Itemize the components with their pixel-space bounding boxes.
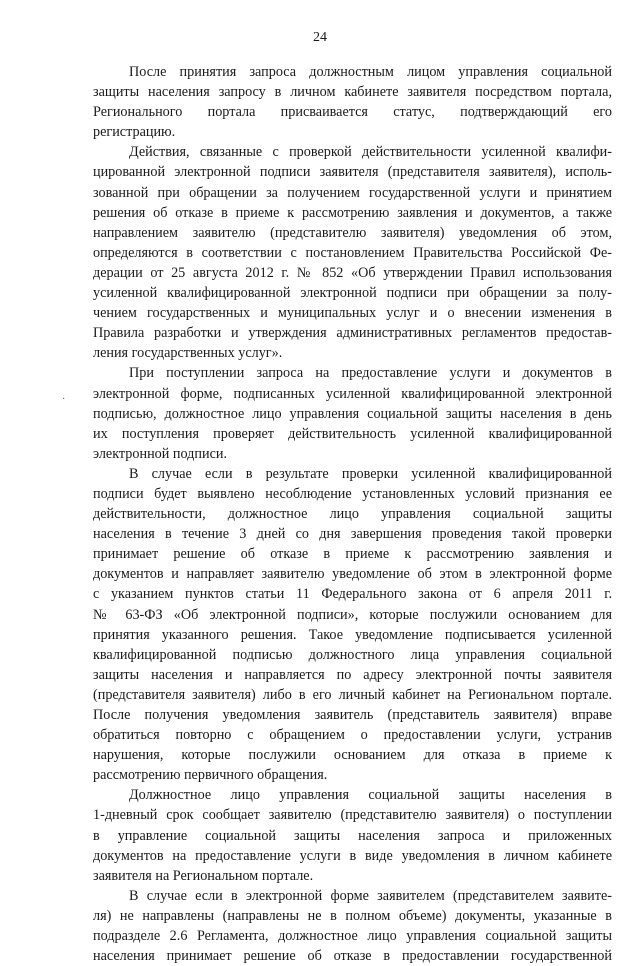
text-line: населения принимает решение об отказе в предоставлении государственной [93,948,612,965]
text-line: дерации от 25 августа 2012 г. № 852 «Об утверждении Правил использования [93,264,612,281]
paragraph-receipt-notification [93,785,612,885]
text-line: В случае если в результате проверки усиленной квалифицированной [129,465,612,482]
text-line: решения об отказе в приеме к рассмотрению заявления и документов, а также [93,204,612,221]
text-line: После принятия запроса должностным лицом управления социальной [129,64,612,80]
text-line: защиты населения и направляется по адресу электронной почты заявителя [93,666,612,683]
paragraph-signature-verification [93,142,612,363]
text-line: обратиться повторно с обращением о предоставлении услуги, устранив [93,727,612,744]
text-line: электронной форме, подписанных усиленной квалифицированной электронной [93,385,612,402]
paragraph-portal-status [93,62,612,142]
text-line: документов на предоставление услуги в виде уведомления в личном кабинете [93,847,612,864]
text-line: Правила разработки и утверждения административных регламентов предостав- [93,325,612,342]
text-line: подписью, должностное лицо управления социальной защиты населения в день [93,405,612,422]
text-line: принятия указанного решения. Такое уведомление подписывается усиленной [93,626,612,643]
text-line: цированной электронной подписи заявителя (представителя заявителя), исполь- [93,164,612,181]
document-body [93,62,612,966]
paragraph-verification-failure [93,464,612,786]
text-line: Должностное лицо управления социальной защиты населения в [129,787,612,804]
text-line: ления государственных услуг». [93,345,283,362]
text-line: в управление социальной защиты населения запроса и приложенных [93,827,612,844]
text-line: Действия, связанные с проверкой действительности усиленной квалифи- [129,144,612,161]
text-line: квалифицированной подписью должностного лица управления социальной [93,646,612,663]
text-line: защиты населения запросу в личном кабинете заявителя посредством портала, [93,84,612,101]
text-line: зованной при обращении за получением государственной услуги и принятием [93,184,612,201]
paragraph-missing-documents [93,886,612,966]
text-line: действительности, должностное лицо управления социальной защиты [93,506,612,523]
text-line: усиленной квалифицированной электронной подписи при обращении за полу- [93,285,612,302]
text-line: заявителя на Региональном портале. [93,867,314,884]
text-line: их поступления проверяет действительность усиленной квалифицированной [93,425,612,442]
scan-artifact-mark: · [62,394,66,405]
text-line: ля) не направлены (направлены не в полном объеме) документы, указанные в [93,907,612,924]
text-line: № 63-ФЗ «Об электронной подписи», которые послужили основанием для [93,606,612,623]
page-number: 24 [313,30,327,45]
text-line: (представителя заявителя) либо в его личный кабинет на Региональном портале. [93,686,612,703]
text-line: 1-дневный срок сообщает заявителю (представителю заявителя) о поступлении [93,807,612,824]
text-line: направлением заявителю (представителю заявителя) уведомления об этом, [93,224,612,241]
text-line: подразделе 2.6 Регламента, должностное лицо управления социальной защиты [93,928,612,945]
text-line: нарушения, которые послужили основанием для отказа в приеме к [93,747,612,764]
text-line: документов и направляет заявителю уведомление об этом в электронной форме [93,566,612,583]
text-line: При поступлении запроса на предоставление услуги и документов в [129,365,612,382]
text-line: принимает решение об отказе в приеме к рассмотрению заявления и [93,546,612,563]
text-line: подписи будет выявлено несоблюдение установленных условий признания ее [93,485,612,502]
text-line: чением государственных и муниципальных услуг и о внесении изменения в [93,305,612,322]
paragraph-electronic-request [93,363,612,463]
text-line: Регионального портала присваивается статус, подтверждающий его [93,104,612,121]
text-line: населения в течение 3 дней со дня завершения проведения такой проверки [93,526,612,543]
text-line: регистрацию. [93,124,176,141]
text-line: определяются в соответствии с постановлением Правительства Российской Фе- [93,244,612,261]
text-line: рассмотрению первичного обращения. [93,767,328,784]
text-line: электронной подписи. [93,445,228,462]
text-line: с указанием пунктов статьи 11 Федерального закона от 6 апреля 2011 г. [93,586,612,603]
text-line: После получения уведомления заявитель (представитель заявителя) вправе [93,707,612,723]
text-line: В случае если в электронной форме заявителем (представителем заявите- [129,887,612,904]
